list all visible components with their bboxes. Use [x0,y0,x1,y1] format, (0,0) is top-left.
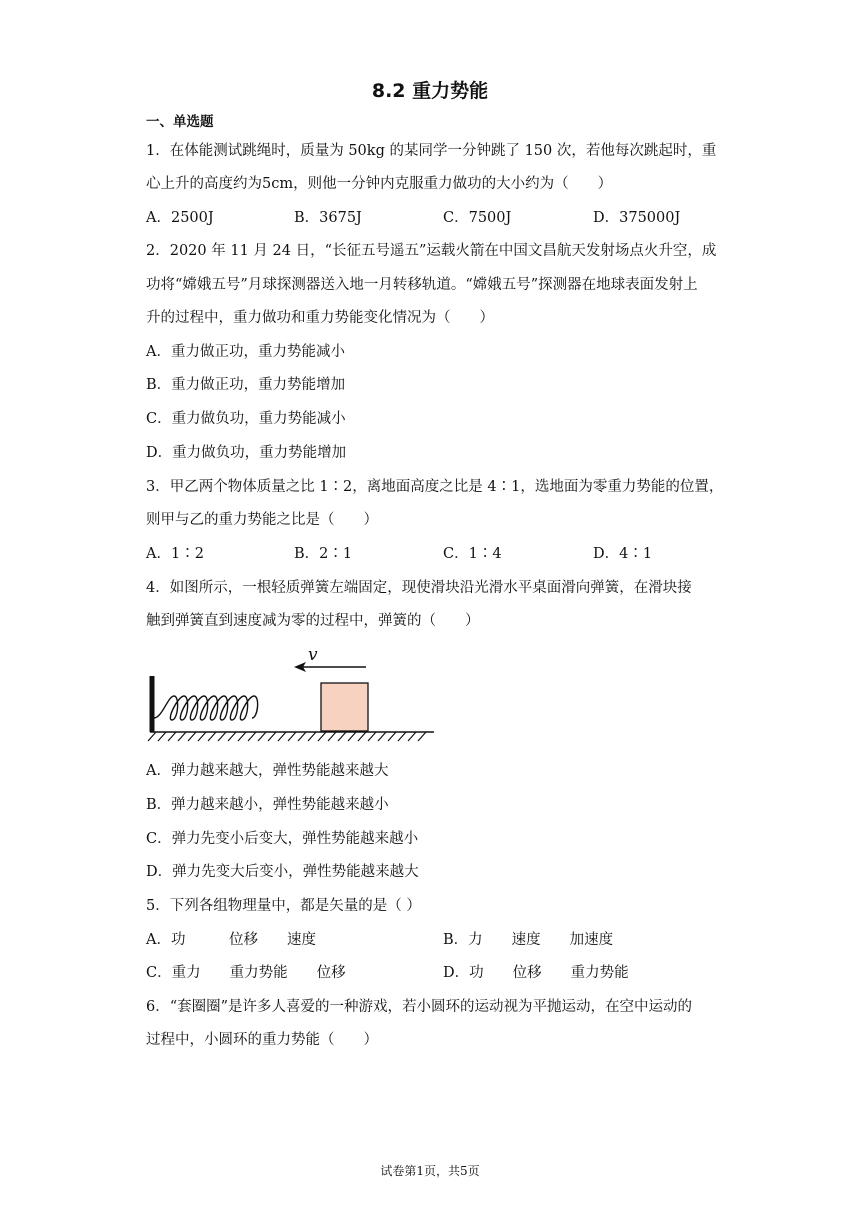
q4-line2: 触到弹簧直到速度减为零的过程中，弹簧的（ ） [146,613,480,629]
hatch-mark [218,732,226,741]
q5-option-c: C．重力 重力势能 位移 [146,965,346,981]
q1-option-c: C．7500J [443,210,512,226]
q5-line1: 5．下列各组物理量中，都是矢量的是（ ） [146,898,421,914]
hatch-mark [308,732,316,741]
hatch-mark [388,732,396,741]
hatch-mark [318,732,326,741]
page-footer: 试卷第1页，共5页 [380,1164,480,1178]
hatch-mark [338,732,346,741]
q5-option-d: D．功 位移 重力势能 [443,965,629,981]
hatch-mark [288,732,296,741]
hatch-mark [348,732,356,741]
q3-line1: 3．甲乙两个物体质量之比 1∶2，离地面高度之比是 4∶1，选地面为零重力势能的位置， [146,479,724,495]
q3-option-d: D．4∶1 [593,546,653,562]
ground-hatching [148,732,426,741]
velocity-label: v [308,645,318,665]
hatch-mark [328,732,336,741]
q1-option-a: A．2500J [146,210,214,226]
hatch-mark [168,732,176,741]
hatch-mark [208,732,216,741]
q3-option-c: C．1∶4 [443,546,502,562]
page-title: 8.2 重力势能 [371,80,489,102]
q6-line1: 6．“套圈圈”是许多人喜爱的一种游戏，若小圆环的运动视为平抛运动，在空中运动的 [146,999,693,1015]
q6-line2: 过程中，小圆环的重力势能（ ） [146,1032,378,1048]
q2-option-b: B．重力做正功，重力势能增加 [146,377,346,393]
q1-option-b: B．3675J [294,210,362,226]
hatch-mark [418,732,426,741]
q4-option-d: D．弹力先变大后变小，弹性势能越来越大 [146,864,419,880]
hatch-mark [378,732,386,741]
sliding-block [321,683,368,731]
hatch-mark [278,732,286,741]
q5-option-b: B．力 速度 加速度 [443,932,614,948]
hatch-mark [188,732,196,741]
q3-line2: 则甲与乙的重力势能之比是（ ） [146,512,378,528]
hatch-mark [248,732,256,741]
q1-line2: 心上升的高度约为5cm，则他一分钟内克服重力做功的大小约为（ ） [146,176,613,192]
q1-option-d: D．375000J [593,210,681,226]
q2-option-a: A．重力做正功，重力势能减小 [146,344,345,360]
q4-option-a: A．弹力越来越大，弹性势能越来越大 [146,763,389,779]
hatch-mark [398,732,406,741]
spring-coil [154,696,258,720]
q2-line1: 2．2020 年 11 月 24 日，“长征五号遥五”运载火箭在中国文昌航天发射场点火升空，成 [146,243,717,259]
q4-option-c: C．弹力先变小后变大，弹性势能越来越小 [146,831,419,847]
q4-line1: 4．如图所示，一根轻质弹簧左端固定，现使滑块沿光滑水平桌面滑向弹簧，在滑块接 [146,580,692,596]
hatch-mark [408,732,416,741]
hatch-mark [198,732,206,741]
section-heading: 一、单选题 [146,114,214,130]
hatch-mark [358,732,366,741]
q2-line3: 升的过程中，重力做功和重力势能变化情况为（ ） [146,310,494,326]
hatch-mark [368,732,376,741]
q2-option-d: D．重力做负功，重力势能增加 [146,445,347,461]
hatch-mark [228,732,236,741]
q3-option-b: B．2∶1 [294,546,353,562]
hatch-mark [258,732,266,741]
q5-option-a: A．功 位移 速度 [146,932,316,948]
hatch-mark [148,732,156,741]
hatch-mark [238,732,246,741]
hatch-mark [158,732,166,741]
q4-option-b: B．弹力越来越小，弹性势能越来越小 [146,797,389,813]
hatch-mark [178,732,186,741]
hatch-mark [298,732,306,741]
q2-line2: 功将“嫦娥五号”月球探测器送入地一月转移轨道。“嫦娥五号”探测器在地球表面发射上 [146,277,698,293]
spring-block-figure [146,640,436,746]
hatch-mark [268,732,276,741]
q3-option-a: A．1∶2 [146,546,204,562]
q2-option-c: C．重力做负功，重力势能减小 [146,411,346,427]
q1-line1: 1．在体能测试跳绳时，质量为 50kg 的某同学一分钟跳了 150 次，若他每次跳起时，重 [146,143,717,159]
